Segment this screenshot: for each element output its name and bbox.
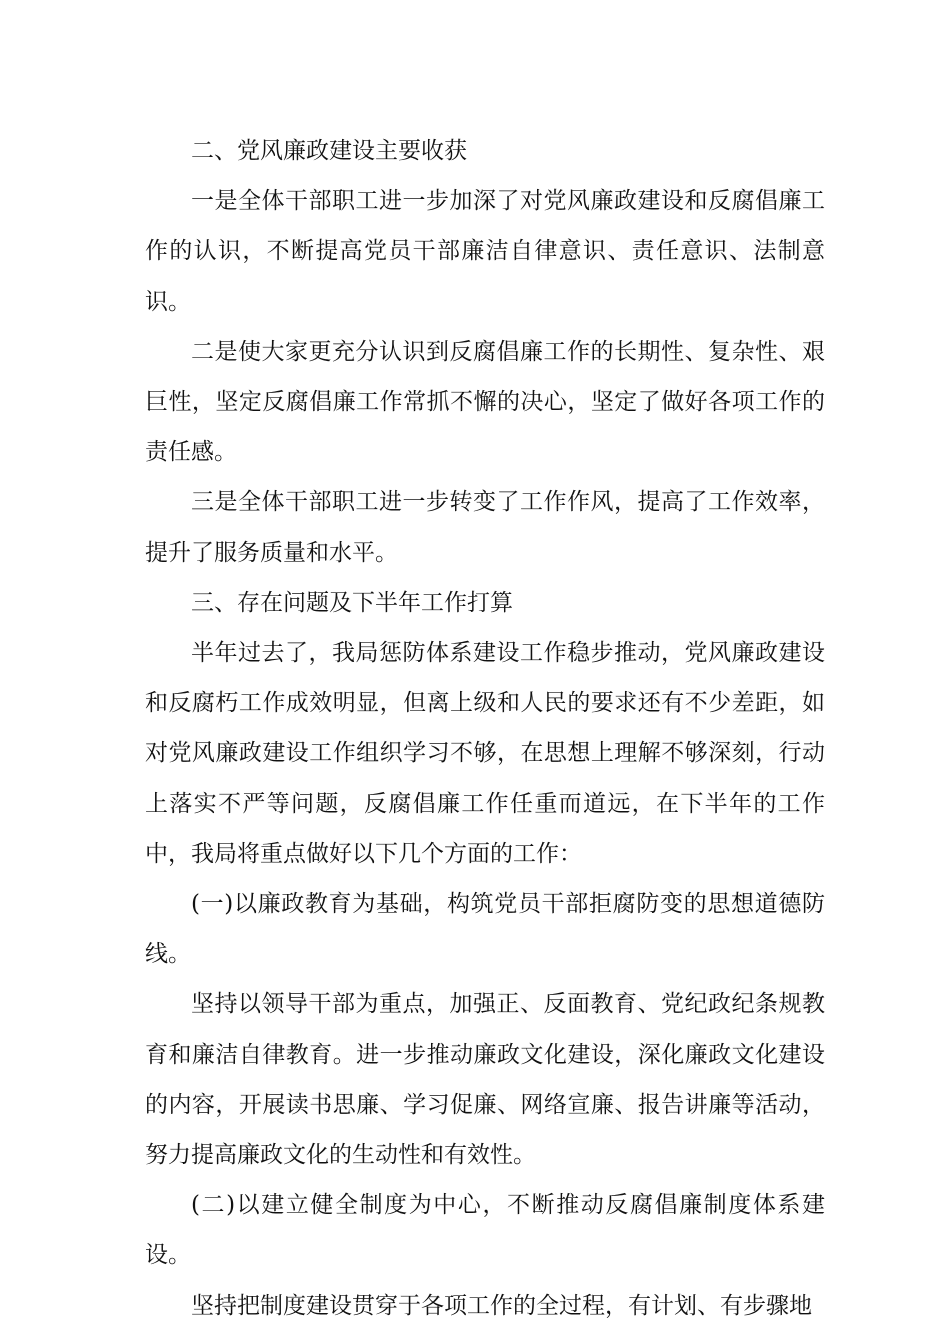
subheading-system-building: (二)以建立健全制度为中心，不断推动反腐倡廉制度体系建设。 xyxy=(145,1192,825,1269)
paragraph-education: 坚持以领导干部为重点，加强正、反面教育、党纪政纪条规教育和廉洁自律教育。进一步推动廉政文化建设，深化廉政文化建设的内容，开展读书思廉、学习促廉、网络宣廉、报告讲廉等活动，努力提高廉政文化的生动性和有效性。 xyxy=(145,991,825,1169)
section-heading-problems-plans: 三、存在问题及下半年工作打算 xyxy=(191,589,513,616)
document-body xyxy=(145,126,825,1331)
paragraph-half-year-summary: 半年过去了，我局惩防体系建设工作稳步推动，党风廉政建设和反腐朽工作成效明显，但离上级和人民的要求还有不少差距，如对党风廉政建设工作组织学习不够，在思想上理解不够深刻，行动上落实不严等问题，反腐倡廉工作任重而道远，在下半年的工作中，我局将重点做好以下几个方面的工作： xyxy=(145,640,825,867)
section-heading-gains: 二、党风廉政建设主要收获 xyxy=(191,138,467,164)
paragraph-system-building: 坚持把制度建设贯穿于各项工作的全过程，有计划、有步骤地 xyxy=(191,1292,812,1319)
paragraph-gain-2: 二是使大家更充分认识到反腐倡廉工作的长期性、复杂性、艰巨性，坚定反腐倡廉工作常抓不懈的决心，坚定了做好各项工作的责任感。 xyxy=(145,338,825,466)
paragraph-gain-3: 三是全体干部职工进一步转变了工作作风，提高了工作效率，提升了服务质量和水平。 xyxy=(145,489,825,566)
paragraph-gain-1: 一是全体干部职工进一步加深了对党风廉政建设和反腐倡廉工作的认识，不断提高党员干部廉洁自律意识、责任意识、法制意识。 xyxy=(145,188,825,315)
subheading-education: (一)以廉政教育为基础，构筑党员干部拒腐防变的思想道德防线。 xyxy=(145,891,825,968)
